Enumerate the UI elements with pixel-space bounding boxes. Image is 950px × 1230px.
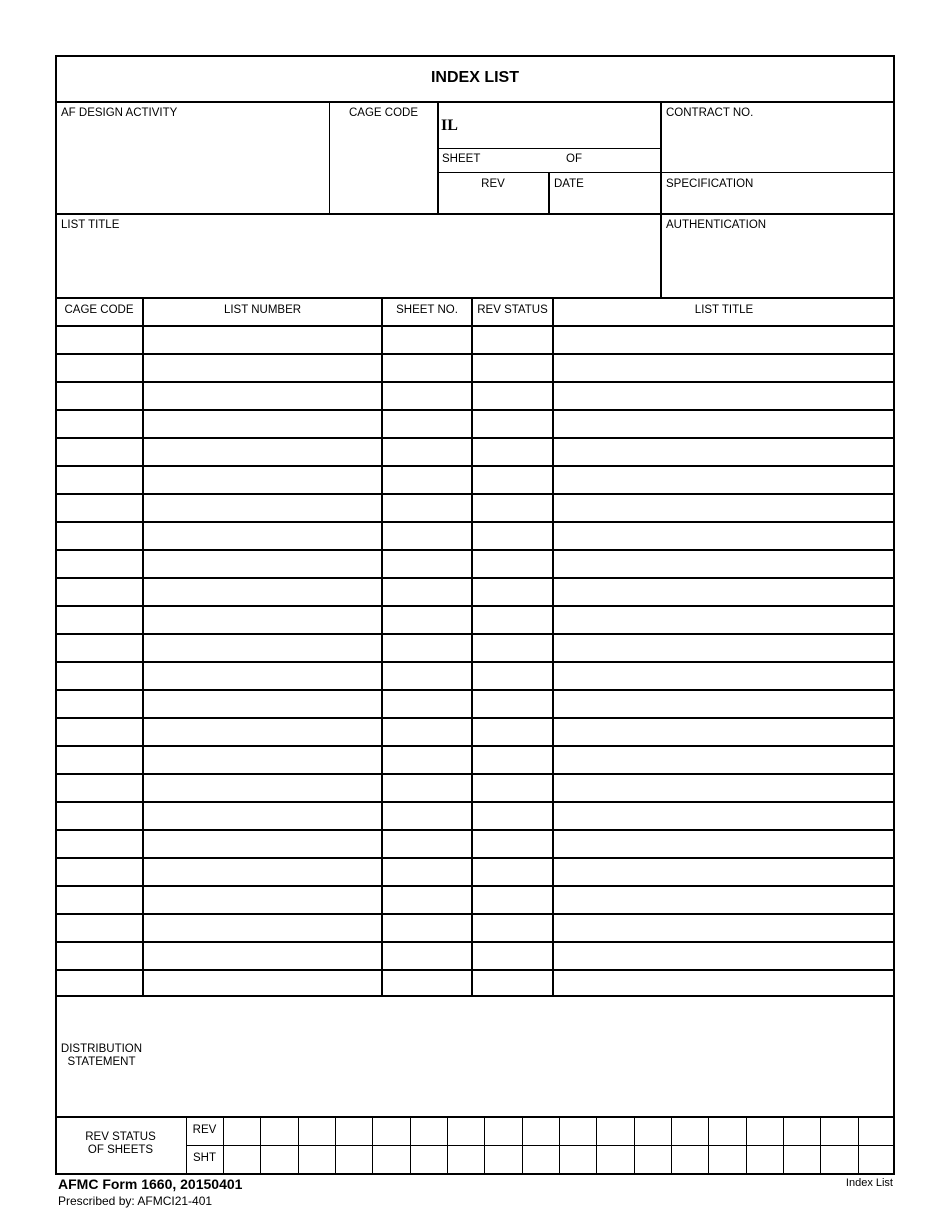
divider <box>437 102 439 214</box>
form-name: AFMC Form 1660, 20150401 <box>58 1176 243 1192</box>
list-title-cell[interactable] <box>554 887 893 912</box>
sheet-no-cell[interactable] <box>383 439 470 464</box>
rev-cell[interactable] <box>448 1118 483 1143</box>
il-prefix: IL <box>441 117 458 134</box>
rev-status-cell[interactable] <box>473 495 551 520</box>
specification-label: SPECIFICATION <box>666 178 754 190</box>
column-header-sheet-no: SHEET NO. <box>396 304 458 316</box>
cage-code-cell[interactable] <box>57 327 142 352</box>
list-title-cell[interactable] <box>554 943 893 968</box>
column-header-rev-status: REV STATUS <box>477 304 548 316</box>
rev-status-cell[interactable] <box>473 355 551 380</box>
sheet-no-cell[interactable] <box>383 411 470 436</box>
rev-cell[interactable] <box>261 1118 296 1143</box>
sheet-label: SHEET <box>442 153 481 165</box>
cage-code-cell[interactable] <box>57 775 142 800</box>
sheet-no-cell[interactable] <box>383 327 470 352</box>
column-header-cage-code: CAGE CODE <box>64 304 134 316</box>
list-number-cell[interactable] <box>144 607 380 632</box>
list-title-cell[interactable] <box>554 355 893 380</box>
list-title-cell[interactable] <box>554 719 893 744</box>
rev-status-cell[interactable] <box>473 523 551 548</box>
list-title-cell[interactable] <box>554 607 893 632</box>
list-title-cell[interactable] <box>554 523 893 548</box>
rev-status-cell[interactable] <box>473 439 551 464</box>
rev-status-cell[interactable] <box>473 915 551 940</box>
list-number-cell[interactable] <box>144 719 380 744</box>
list-number-cell[interactable] <box>144 691 380 716</box>
list-title-cell[interactable] <box>554 803 893 828</box>
list-title-label: LIST TITLE <box>61 219 120 231</box>
rev-status-cell[interactable] <box>473 467 551 492</box>
divider <box>661 172 895 173</box>
list-title-cell[interactable] <box>554 635 893 660</box>
sht-cell[interactable] <box>261 1147 296 1172</box>
list-number-cell[interactable] <box>144 971 380 996</box>
rev-cell[interactable] <box>597 1118 632 1143</box>
rev-row-label: REV <box>192 1124 217 1136</box>
list-number-cell[interactable] <box>144 355 380 380</box>
divider <box>55 297 895 299</box>
rev-cell[interactable] <box>747 1118 782 1143</box>
list-title-cell[interactable] <box>554 579 893 604</box>
cage-code-cell[interactable] <box>57 523 142 548</box>
sheet-no-cell[interactable] <box>383 495 470 520</box>
rev-label: REV <box>481 178 505 190</box>
list-title-cell[interactable] <box>554 859 893 884</box>
list-number-cell[interactable] <box>144 495 380 520</box>
column-header-list-number: LIST NUMBER <box>223 304 302 316</box>
list-number-cell[interactable] <box>144 579 380 604</box>
list-title-cell[interactable] <box>554 915 893 940</box>
list-title-cell[interactable] <box>554 411 893 436</box>
sht-cell[interactable] <box>597 1147 632 1172</box>
sht-cell[interactable] <box>859 1147 894 1172</box>
sht-cell[interactable] <box>635 1147 670 1172</box>
list-number-cell[interactable] <box>144 859 380 884</box>
list-number-cell[interactable] <box>144 327 380 352</box>
sht-cell[interactable] <box>485 1147 520 1172</box>
rev-status-cell[interactable] <box>473 943 551 968</box>
of-label: OF <box>566 153 582 165</box>
sheet-no-cell[interactable] <box>383 551 470 576</box>
sheet-no-cell[interactable] <box>383 663 470 688</box>
rev-status-cell[interactable] <box>473 719 551 744</box>
rev-status-cell[interactable] <box>473 607 551 632</box>
list-number-cell[interactable] <box>144 523 380 548</box>
authentication-label: AUTHENTICATION <box>666 219 767 231</box>
rev-cell[interactable] <box>709 1118 744 1143</box>
divider <box>55 995 895 997</box>
rev-status-cell[interactable] <box>473 887 551 912</box>
cage-code-cell[interactable] <box>57 383 142 408</box>
rev-status-cell[interactable] <box>473 383 551 408</box>
divider <box>548 172 550 214</box>
cage-code-cell[interactable] <box>57 859 142 884</box>
cage-code-cell[interactable] <box>57 803 142 828</box>
cage-code-cell[interactable] <box>57 691 142 716</box>
divider <box>438 148 660 149</box>
list-title-cell[interactable] <box>554 383 893 408</box>
cage-code-cell[interactable] <box>57 887 142 912</box>
list-title-field[interactable] <box>57 234 658 296</box>
sheet-no-cell[interactable] <box>383 355 470 380</box>
list-number-cell[interactable] <box>144 663 380 688</box>
cage-code-cell[interactable] <box>57 411 142 436</box>
divider <box>55 101 895 103</box>
distribution-statement-label: STATEMENT <box>67 1056 136 1068</box>
rev-cell[interactable] <box>224 1118 259 1143</box>
list-number-cell[interactable] <box>144 943 380 968</box>
cage-code-cell[interactable] <box>57 635 142 660</box>
cage-code-cell[interactable] <box>57 971 142 996</box>
list-number-cell[interactable] <box>144 887 380 912</box>
rev-status-of-sheets-label: OF SHEETS <box>87 1144 154 1156</box>
rev-status-cell[interactable] <box>473 327 551 352</box>
cage-code-cell[interactable] <box>57 467 142 492</box>
sheet-no-cell[interactable] <box>383 915 470 940</box>
cage-code-cell[interactable] <box>57 719 142 744</box>
rev-status-cell[interactable] <box>473 411 551 436</box>
list-number-cell[interactable] <box>144 635 380 660</box>
list-number-cell[interactable] <box>144 747 380 772</box>
cage-code-cell[interactable] <box>57 943 142 968</box>
column-header-list-title: LIST TITLE <box>694 304 754 316</box>
divider <box>55 213 895 215</box>
sheet-no-cell[interactable] <box>383 747 470 772</box>
rev-status-cell[interactable] <box>473 691 551 716</box>
cage-code-cell[interactable] <box>57 579 142 604</box>
list-number-cell[interactable] <box>144 383 380 408</box>
rev-cell[interactable] <box>485 1118 520 1143</box>
list-number-cell[interactable] <box>144 803 380 828</box>
date-label: DATE <box>554 178 584 190</box>
sheet-no-cell[interactable] <box>383 579 470 604</box>
rev-cell[interactable] <box>523 1118 558 1143</box>
rev-cell[interactable] <box>411 1118 446 1143</box>
sht-cell[interactable] <box>747 1147 782 1172</box>
distribution-statement-field[interactable] <box>152 998 892 1114</box>
prescribed-by: Prescribed by: AFMCI21-401 <box>58 1194 213 1208</box>
rev-cell[interactable] <box>373 1118 408 1143</box>
rev-cell[interactable] <box>635 1118 670 1143</box>
sht-cell[interactable] <box>411 1147 446 1172</box>
divider <box>186 1145 895 1146</box>
sht-cell[interactable] <box>373 1147 408 1172</box>
date-field[interactable] <box>551 192 658 212</box>
sht-row-label: SHT <box>193 1152 216 1164</box>
sheet-no-cell[interactable] <box>383 383 470 408</box>
sht-cell[interactable] <box>448 1147 483 1172</box>
list-title-cell[interactable] <box>554 327 893 352</box>
form-title: INDEX LIST <box>430 69 519 86</box>
sheet-no-cell[interactable] <box>383 971 470 996</box>
cage-code-cell[interactable] <box>57 831 142 856</box>
divider <box>438 172 660 173</box>
sheet-no-cell[interactable] <box>383 887 470 912</box>
rev-status-cell[interactable] <box>473 663 551 688</box>
list-number-cell[interactable] <box>144 411 380 436</box>
af-design-activity-label: AF DESIGN ACTIVITY <box>61 107 178 119</box>
cage-code-cell[interactable] <box>57 915 142 940</box>
authentication-field[interactable] <box>662 234 893 296</box>
cage-code-cell[interactable] <box>57 439 142 464</box>
rev-status-cell[interactable] <box>473 775 551 800</box>
list-title-cell[interactable] <box>554 467 893 492</box>
rev-cell[interactable] <box>821 1118 856 1143</box>
list-title-cell[interactable] <box>554 971 893 996</box>
sheet-no-cell[interactable] <box>383 607 470 632</box>
sheet-number-field[interactable] <box>482 150 562 171</box>
rev-cell[interactable] <box>859 1118 894 1143</box>
rev-status-cell[interactable] <box>473 971 551 996</box>
sht-cell[interactable] <box>299 1147 334 1172</box>
list-title-cell[interactable] <box>554 831 893 856</box>
cage-code-cell[interactable] <box>57 355 142 380</box>
rev-status-of-sheets-label: REV STATUS <box>85 1131 156 1143</box>
contract-no-field[interactable] <box>662 122 893 171</box>
sht-cell[interactable] <box>709 1147 744 1172</box>
sheet-no-cell[interactable] <box>383 635 470 660</box>
sht-cell[interactable] <box>560 1147 595 1172</box>
sheet-no-cell[interactable] <box>383 831 470 856</box>
distribution-statement-label: DISTRIBUTION <box>60 1043 143 1055</box>
sheet-total-field[interactable] <box>584 150 658 171</box>
sht-cell[interactable] <box>821 1147 856 1172</box>
list-title-cell[interactable] <box>554 439 893 464</box>
sheet-no-cell[interactable] <box>383 691 470 716</box>
rev-status-cell[interactable] <box>473 803 551 828</box>
list-number-cell[interactable] <box>144 831 380 856</box>
rev-cell[interactable] <box>672 1118 707 1143</box>
sht-cell[interactable] <box>672 1147 707 1172</box>
rev-status-cell[interactable] <box>473 551 551 576</box>
cage-code-cell[interactable] <box>57 607 142 632</box>
sheet-no-cell[interactable] <box>383 775 470 800</box>
rev-status-cell[interactable] <box>473 579 551 604</box>
list-title-cell[interactable] <box>554 775 893 800</box>
rev-cell[interactable] <box>784 1118 819 1143</box>
list-title-cell[interactable] <box>554 495 893 520</box>
cage-code-cell[interactable] <box>57 551 142 576</box>
sheet-no-cell[interactable] <box>383 803 470 828</box>
sheet-no-cell[interactable] <box>383 719 470 744</box>
il-number-field[interactable] <box>462 104 658 147</box>
rev-status-cell[interactable] <box>473 859 551 884</box>
cage-code-cell[interactable] <box>57 747 142 772</box>
sheet-no-cell[interactable] <box>383 523 470 548</box>
rev-cell[interactable] <box>299 1118 334 1143</box>
sht-cell[interactable] <box>784 1147 819 1172</box>
cage-code-cell[interactable] <box>57 663 142 688</box>
rev-status-cell[interactable] <box>473 635 551 660</box>
af-design-activity-field[interactable] <box>57 122 327 212</box>
list-number-cell[interactable] <box>144 467 380 492</box>
rev-field[interactable] <box>440 192 546 212</box>
rev-status-cell[interactable] <box>473 747 551 772</box>
sheet-no-cell[interactable] <box>383 859 470 884</box>
list-number-cell[interactable] <box>144 551 380 576</box>
rev-cell[interactable] <box>336 1118 371 1143</box>
rev-cell[interactable] <box>560 1118 595 1143</box>
list-title-cell[interactable] <box>554 747 893 772</box>
cage-code-label: CAGE CODE <box>348 107 418 119</box>
contract-no-label: CONTRACT NO. <box>666 107 754 119</box>
list-number-cell[interactable] <box>144 915 380 940</box>
sheet-no-cell[interactable] <box>383 467 470 492</box>
list-title-cell[interactable] <box>554 691 893 716</box>
list-title-cell[interactable] <box>554 663 893 688</box>
rev-status-cell[interactable] <box>473 831 551 856</box>
sht-cell[interactable] <box>224 1147 259 1172</box>
specification-field[interactable] <box>662 192 893 212</box>
list-number-cell[interactable] <box>144 775 380 800</box>
list-title-cell[interactable] <box>554 551 893 576</box>
list-number-cell[interactable] <box>144 439 380 464</box>
sheet-no-cell[interactable] <box>383 943 470 968</box>
sht-cell[interactable] <box>336 1147 371 1172</box>
sht-cell[interactable] <box>523 1147 558 1172</box>
cage-code-field[interactable] <box>331 122 436 212</box>
index-list-footer-label: Index List <box>845 1177 893 1189</box>
cage-code-cell[interactable] <box>57 495 142 520</box>
